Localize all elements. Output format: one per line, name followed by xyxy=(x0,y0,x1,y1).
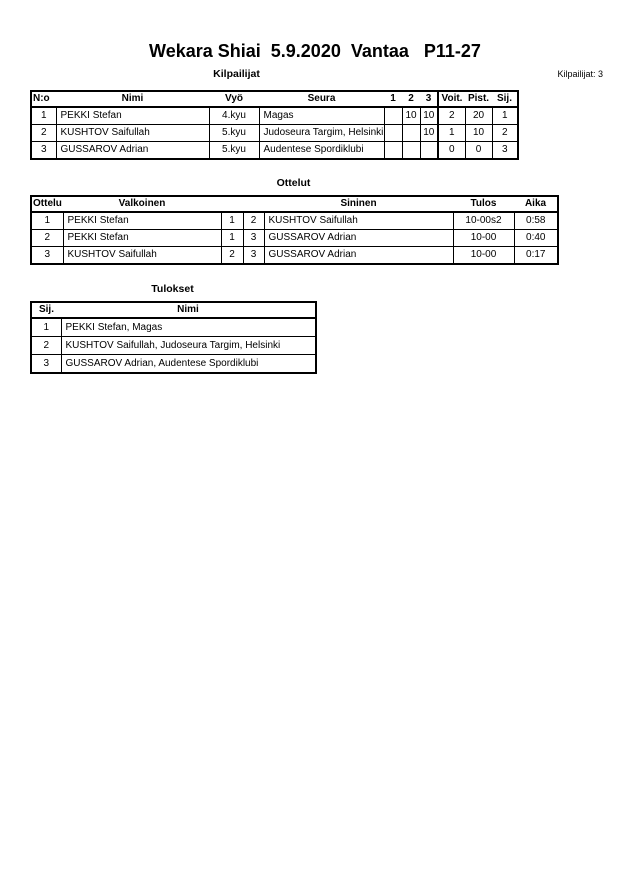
table-row xyxy=(31,337,316,355)
column-header: Seura xyxy=(259,91,384,107)
table-row xyxy=(31,355,316,374)
cell-points: 20 xyxy=(465,107,492,125)
cell-rank: 3 xyxy=(31,355,61,374)
cell-white-number: 1 xyxy=(221,212,243,230)
cell-white-name: PEKKI Stefan xyxy=(63,212,221,230)
table-row xyxy=(31,107,518,125)
cell-name-club: PEKKI Stefan, Magas xyxy=(61,318,316,337)
table-row xyxy=(31,318,316,337)
column-header: N:o xyxy=(31,91,56,107)
column-header: Sij. xyxy=(492,91,518,107)
column-header: 3 xyxy=(420,91,438,107)
cell-blue-name: GUSSAROV Adrian xyxy=(264,230,453,247)
cell-score-2: 10 xyxy=(402,107,420,125)
cell-club: Judoseura Targim, Helsinki xyxy=(259,125,384,142)
cell-score-1 xyxy=(384,142,402,160)
cell-name: PEKKI Stefan xyxy=(56,107,209,125)
section-heading-kilpailijat: Kilpailijat xyxy=(213,68,260,80)
cell-wins: 1 xyxy=(438,125,465,142)
cell-belt: 5.kyu xyxy=(209,142,259,160)
cell-score-3: 10 xyxy=(420,107,438,125)
cell-match-number: 3 xyxy=(31,247,63,265)
column-header: Voit. xyxy=(438,91,465,107)
cell-name-club: KUSHTOV Saifullah, Judoseura Targim, Helsinki xyxy=(61,337,316,355)
cell-score-3: 10 xyxy=(420,125,438,142)
cell-number: 3 xyxy=(31,142,56,160)
column-header: 1 xyxy=(384,91,402,107)
cell-number: 2 xyxy=(31,125,56,142)
cell-white-name: PEKKI Stefan xyxy=(63,230,221,247)
cell-result: 10-00 xyxy=(453,230,514,247)
cell-score-2 xyxy=(402,142,420,160)
column-header: Nimi xyxy=(56,91,209,107)
cell-blue-number: 3 xyxy=(243,230,264,247)
table-row xyxy=(31,230,558,247)
cell-time: 0:40 xyxy=(514,230,558,247)
cell-belt: 4.kyu xyxy=(209,107,259,125)
cell-white-number: 1 xyxy=(221,230,243,247)
column-header: Valkoinen xyxy=(63,196,221,212)
cell-rank: 1 xyxy=(492,107,518,125)
table-row xyxy=(31,212,558,230)
competitor-count-label: Kilpailijat: 3 xyxy=(557,69,603,79)
cell-blue-number: 2 xyxy=(243,212,264,230)
kilpailijat-table xyxy=(30,90,519,160)
cell-rank: 1 xyxy=(31,318,61,337)
column-header xyxy=(221,196,243,212)
cell-blue-number: 3 xyxy=(243,247,264,265)
cell-number: 1 xyxy=(31,107,56,125)
cell-time: 0:58 xyxy=(514,212,558,230)
column-header: 2 xyxy=(402,91,420,107)
column-header: Ottelu xyxy=(31,196,63,212)
column-header: Nimi xyxy=(61,302,316,318)
cell-rank: 2 xyxy=(492,125,518,142)
table-header-row xyxy=(31,196,558,212)
table-header-row xyxy=(31,91,518,107)
cell-score-2 xyxy=(402,125,420,142)
section-heading-ottelut: Ottelut xyxy=(276,177,311,189)
cell-score-1 xyxy=(384,107,402,125)
cell-club: Magas xyxy=(259,107,384,125)
table-row xyxy=(31,247,558,265)
cell-belt: 5.kyu xyxy=(209,125,259,142)
column-header xyxy=(243,196,264,212)
column-header: Sininen xyxy=(264,196,453,212)
cell-wins: 2 xyxy=(438,107,465,125)
cell-white-number: 2 xyxy=(221,247,243,265)
table-row xyxy=(31,142,518,160)
column-header: Tulos xyxy=(453,196,514,212)
cell-result: 10-00 xyxy=(453,247,514,265)
cell-score-3 xyxy=(420,142,438,160)
cell-score-1 xyxy=(384,125,402,142)
tulokset-table xyxy=(30,301,317,374)
cell-result: 10-00s2 xyxy=(453,212,514,230)
table-header-row xyxy=(31,302,316,318)
cell-white-name: KUSHTOV Saifullah xyxy=(63,247,221,265)
cell-club: Audentese Spordiklubi xyxy=(259,142,384,160)
table-row xyxy=(31,125,518,142)
cell-match-number: 2 xyxy=(31,230,63,247)
page-title: Wekara Shiai 5.9.2020 Vantaa P11-27 xyxy=(149,41,481,61)
section-heading-tulokset: Tulokset xyxy=(151,283,194,295)
column-header: Pist. xyxy=(465,91,492,107)
cell-time: 0:17 xyxy=(514,247,558,265)
cell-rank: 2 xyxy=(31,337,61,355)
ottelut-table xyxy=(30,195,559,265)
cell-points: 0 xyxy=(465,142,492,160)
cell-blue-name: GUSSAROV Adrian xyxy=(264,247,453,265)
column-header: Vyö xyxy=(209,91,259,107)
column-header: Sij. xyxy=(31,302,61,318)
column-header: Aika xyxy=(514,196,558,212)
cell-rank: 3 xyxy=(492,142,518,160)
cell-blue-name: KUSHTOV Saifullah xyxy=(264,212,453,230)
cell-points: 10 xyxy=(465,125,492,142)
cell-name-club: GUSSAROV Adrian, Audentese Spordiklubi xyxy=(61,355,316,374)
cell-name: KUSHTOV Saifullah xyxy=(56,125,209,142)
cell-name: GUSSAROV Adrian xyxy=(56,142,209,160)
cell-wins: 0 xyxy=(438,142,465,160)
cell-match-number: 1 xyxy=(31,212,63,230)
